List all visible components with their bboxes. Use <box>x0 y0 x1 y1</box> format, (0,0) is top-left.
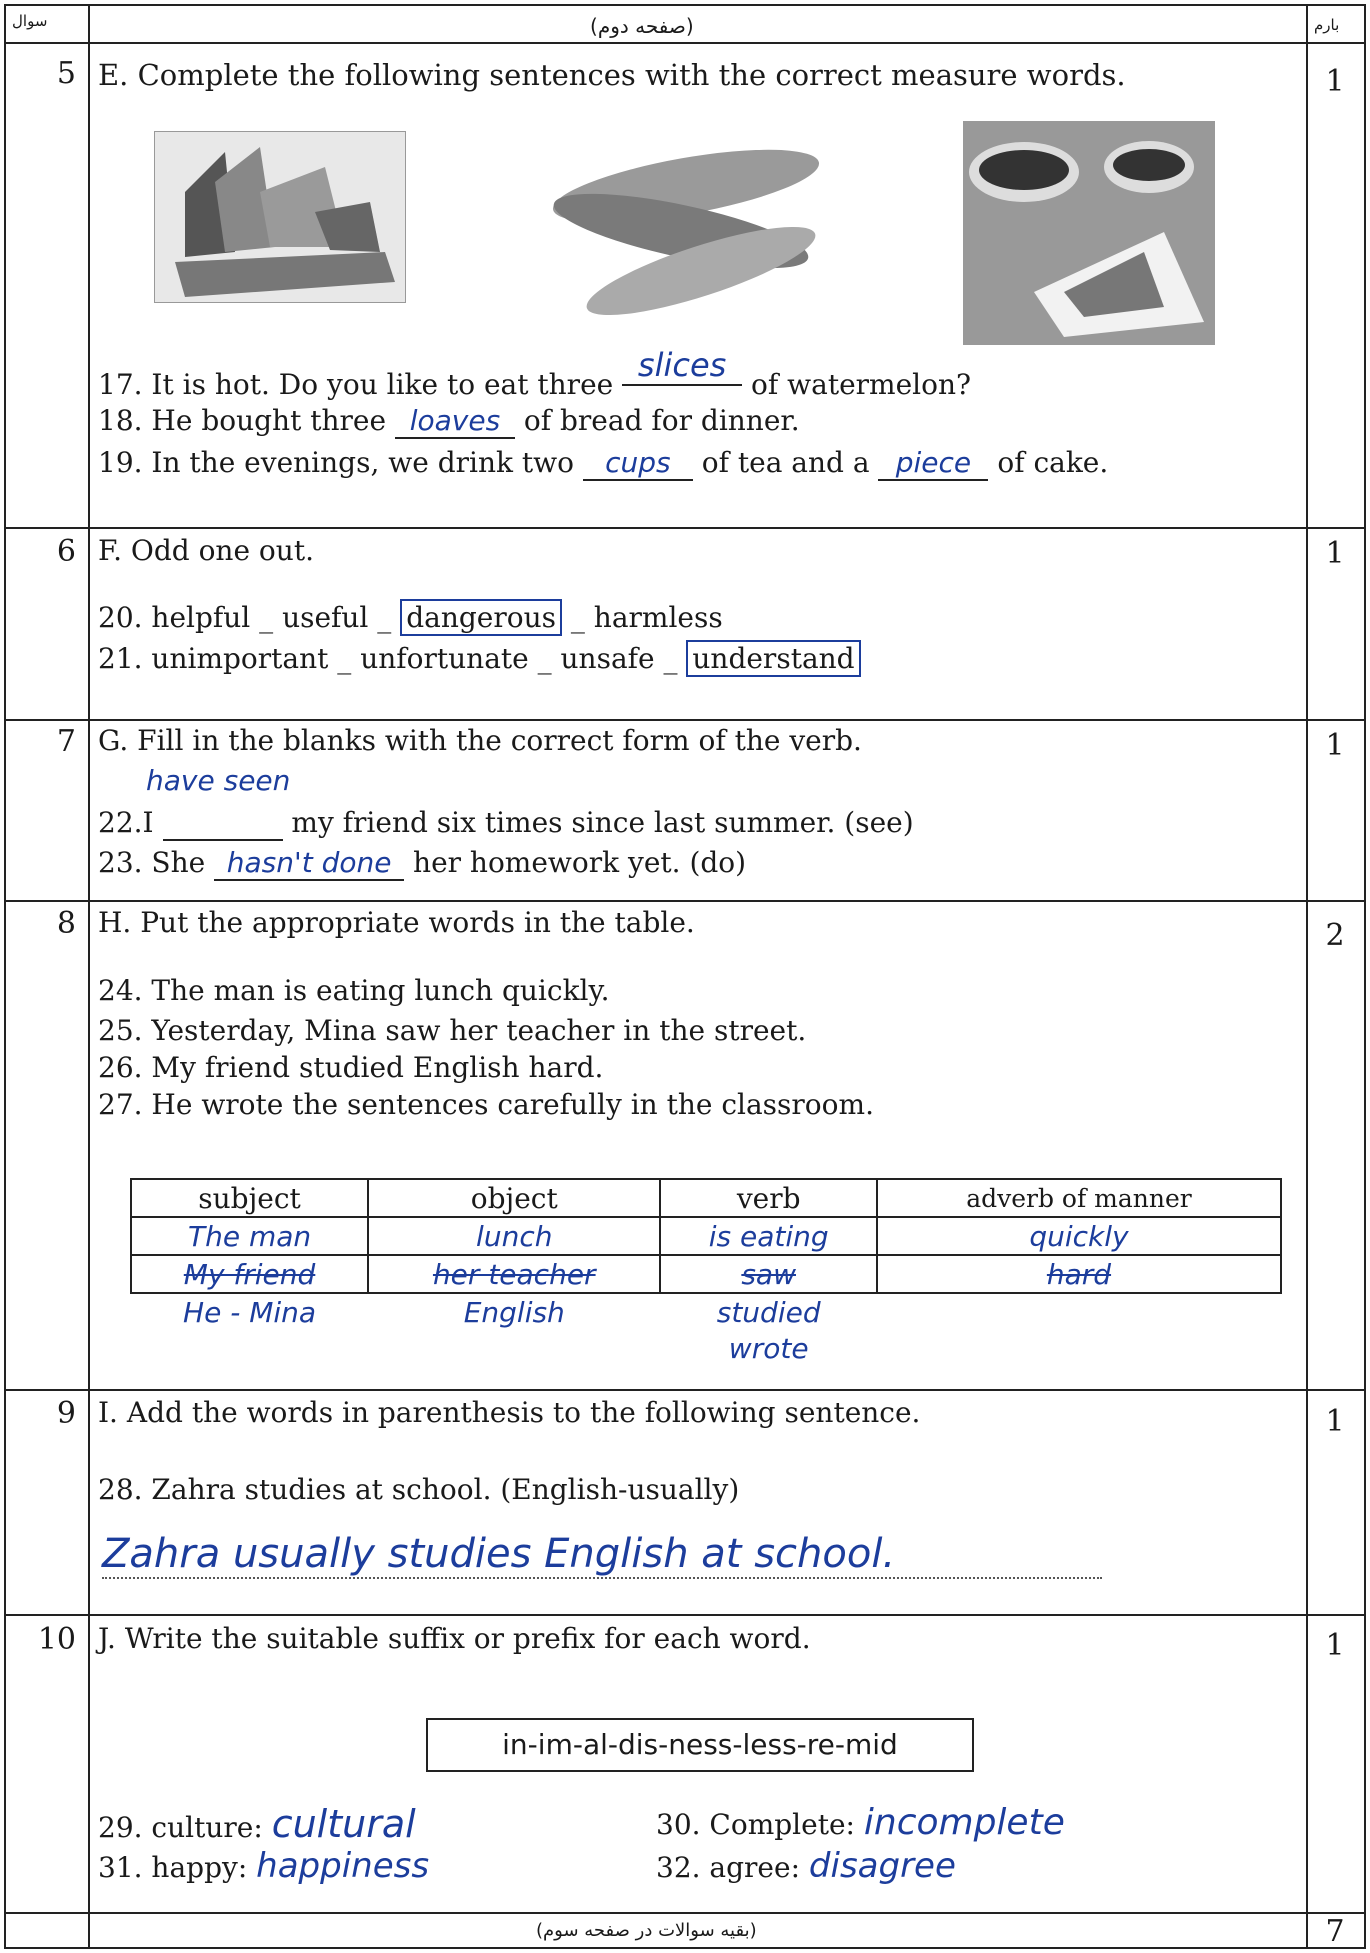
table-header: subject <box>131 1179 368 1217</box>
page-title: (صفحه دوم) <box>590 14 694 38</box>
answer-19b: piece <box>878 446 988 481</box>
row-divider <box>6 900 1364 902</box>
answer-32: disagree <box>808 1846 956 1886</box>
column-divider-right <box>1306 6 1308 1947</box>
row-divider <box>6 719 1364 721</box>
table-cell <box>368 1330 660 1366</box>
table-row <box>131 1293 1281 1330</box>
sentence-23: 23. She hasn't done her homework yet. (do) <box>98 846 747 879</box>
table-cell: hard <box>877 1255 1281 1293</box>
sentence-27: 27. He wrote the sentences carefully in the classroom. <box>98 1088 874 1121</box>
circled-answer-21: understand <box>686 640 860 677</box>
sentence-28: 28. Zahra studies at school. (English-usually) <box>98 1473 740 1506</box>
score-column-header: بارم <box>1314 16 1340 34</box>
answer-30: incomplete <box>863 1802 1065 1843</box>
table-cell <box>877 1330 1281 1366</box>
question-score: 1 <box>1325 536 1345 571</box>
sentence-20: 20. helpful _ useful _ dangerous _ harmless <box>98 601 723 634</box>
grammar-table <box>130 1178 1282 1366</box>
sentence-26: 26. My friend studied English hard. <box>98 1051 604 1084</box>
question-score: 2 <box>1325 918 1345 953</box>
answer-18: loaves <box>395 404 515 439</box>
header-divider <box>6 42 1364 44</box>
row-divider <box>6 527 1364 529</box>
item-32: 32. agree: disagree <box>656 1846 956 1886</box>
answer-19a: cups <box>583 446 693 481</box>
sentence-19: 19. In the evenings, we drink two cups of tea and a piece of cake. <box>98 446 1109 479</box>
question-number: 8 <box>56 906 76 941</box>
table-row <box>131 1255 1281 1293</box>
question-number: 5 <box>56 56 76 91</box>
sentence-24: 24. The man is eating lunch quickly. <box>98 974 610 1007</box>
section-title: I. Add the words in parenthesis to the following sentence. <box>98 1396 921 1429</box>
section-title: F. Odd one out. <box>98 534 314 567</box>
table-cell: saw <box>660 1255 877 1293</box>
sentence-17: 17. It is hot. Do you like to eat three slices of watermelon? <box>98 346 971 401</box>
bread-image <box>541 126 831 316</box>
table-cell: is eating <box>660 1217 877 1255</box>
table-cell: wrote <box>728 1331 809 1365</box>
item-31: 31. happy: happiness <box>98 1846 430 1886</box>
answer-29: cultural <box>271 1802 416 1846</box>
answer-17: slices <box>622 346 742 386</box>
column-divider-left <box>88 6 90 1947</box>
answer-22: have seen <box>146 764 291 797</box>
table-header: object <box>368 1179 660 1217</box>
question-score: 1 <box>1325 1628 1345 1663</box>
section-title: H. Put the appropriate words in the table. <box>98 906 695 939</box>
section-title: G. Fill in the blanks with the correct form of the verb. <box>98 724 862 757</box>
question-score: 1 <box>1325 728 1345 763</box>
sentence-21: 21. unimportant _ unfortunate _ unsafe _ understand <box>98 642 861 675</box>
continue-note: (بقیه سوالات در صفحه سوم) <box>536 1920 757 1941</box>
question-column-header: سوال <box>12 12 48 30</box>
exam-sheet <box>4 4 1366 1949</box>
answer-31: happiness <box>256 1846 430 1886</box>
question-number: 6 <box>56 534 76 569</box>
table-cell <box>131 1330 368 1366</box>
tea-and-cake-image <box>963 121 1215 345</box>
table-header: verb <box>660 1179 877 1217</box>
table-row <box>131 1330 1281 1366</box>
table-cell: He - Mina <box>183 1295 317 1329</box>
watermelon-image <box>154 131 406 303</box>
sentence-18: 18. He bought three loaves of bread for dinner. <box>98 404 800 437</box>
question-score: 1 <box>1325 64 1345 99</box>
table-cell: English <box>463 1295 565 1329</box>
table-row <box>131 1217 1281 1255</box>
row-divider <box>6 1614 1364 1616</box>
table-cell <box>877 1293 1281 1330</box>
question-number: 10 <box>37 1622 76 1657</box>
table-cell: My friend <box>131 1255 368 1293</box>
affix-list-box: in-im-al-dis-ness-less-re-mid <box>426 1718 974 1772</box>
table-cell: The man <box>131 1217 368 1255</box>
answer-28: Zahra usually studies English at school. <box>102 1531 1102 1579</box>
table-header-row <box>131 1179 1281 1217</box>
table-cell: quickly <box>877 1217 1281 1255</box>
table-cell: lunch <box>368 1217 660 1255</box>
total-score: 7 <box>1325 1914 1345 1949</box>
sentence-22: 22.I my friend six times since last summer. (see) <box>98 806 914 839</box>
table-header: adverb of manner <box>877 1179 1281 1217</box>
row-divider <box>6 1389 1364 1391</box>
circled-answer-20: dangerous <box>400 599 562 636</box>
answer-23: hasn't done <box>214 846 404 881</box>
footer-divider <box>6 1912 1364 1914</box>
item-30: 30. Complete: incomplete <box>656 1802 1065 1843</box>
sentence-25: 25. Yesterday, Mina saw her teacher in the street. <box>98 1014 807 1047</box>
question-score: 1 <box>1325 1404 1345 1439</box>
table-cell: her teacher <box>368 1255 660 1293</box>
section-title: E. Complete the following sentences with the correct measure words. <box>98 58 1126 92</box>
question-number: 7 <box>56 724 76 759</box>
question-number: 9 <box>56 1396 76 1431</box>
section-title: J. Write the suitable suffix or prefix for each word. <box>98 1622 811 1655</box>
table-cell: studied <box>716 1295 821 1329</box>
item-29: 29. culture: cultural <box>98 1802 416 1846</box>
